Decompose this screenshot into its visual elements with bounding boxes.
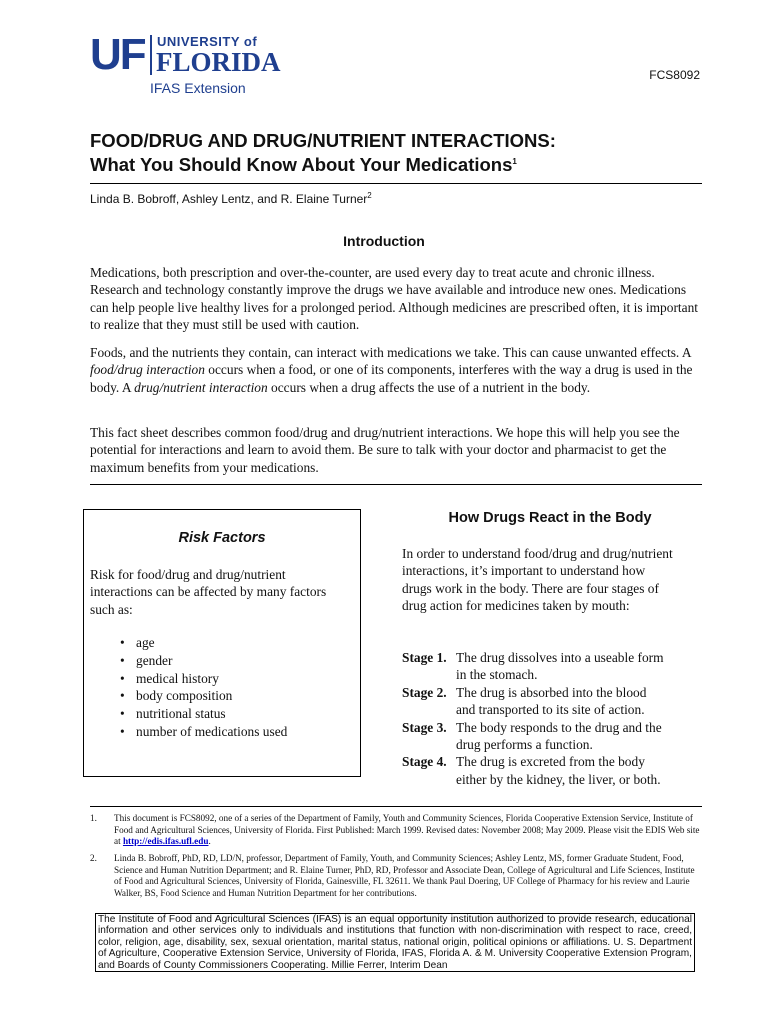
p2-text-a: Foods, and the nutrients they contain, can interact with medications we take. This can cause unwanted effects. A [90, 345, 691, 360]
intro-paragraph-3: This fact sheet describes common food/drug and drug/nutrient interactions. We hope this will help you see the potential for interactions and learn to avoid them. Be sure to talk with your doctor and pharmacist to get the maximum benefits from your medications. [90, 425, 680, 475]
logo-divider [150, 35, 152, 75]
term-food-drug-interaction: food/drug interaction [90, 362, 205, 378]
footnote-2 [90, 853, 702, 899]
term-drug-nutrient-interaction: drug/nutrient interaction [134, 379, 268, 395]
stage-text: The drug is absorbed into the blood and transported to its site of action. [456, 684, 647, 718]
ifas-equal-opportunity-statement: The Institute of Food and Agricultural Sciences (IFAS) is an equal opportunity institution authorized to provide research, educational information and other services only to individuals and institutions that function with non-discrimination with respect to race, creed, color, religion, age, disability, sex, sexual orientation, marital status, national origin, political opinions or affiliations. U. S. Department of Agriculture, Cooperative Extension Service, University of Florida, IFAS, Florida A. & M. University Cooperative Extension Program, and Boards of County Commissioners Cooperating. Millie Ferrer, Interim Dean [95, 913, 695, 972]
intro-paragraph-2 [90, 344, 702, 396]
p2-text-c: occurs when a drug affects the use of a nutrient in the body. [267, 379, 591, 395]
risk-factors-heading: Risk Factors [178, 530, 266, 546]
document-number: FCS8092 [649, 68, 700, 82]
title-line-2 [90, 153, 710, 177]
logo-uf: UF [90, 30, 145, 79]
risk-factors-text: Risk for food/drug and drug/nutrient interactions can be affected by many factors such as: [90, 567, 327, 617]
stage-label: Stage 3. [402, 719, 447, 735]
risk-factors-box [83, 509, 361, 777]
how-drugs-react-heading: How Drugs React in the Body [448, 510, 652, 526]
stage-label: Stage 2. [402, 684, 447, 700]
footnote-number: 2. [90, 853, 97, 863]
title-footnote-marker: 1 [512, 156, 517, 166]
introduction-heading: Introduction [343, 233, 425, 249]
footnote-1-end: . [208, 836, 211, 847]
footnote-1-body: This document is FCS8092, one of a series of the Department of Family, Youth and Community Sciences, Florida Cooperative Extension Service, Institute of Food and Agricultural Sciences, University of Florida. First Published: March 1999. Revised dates: November 2008; May 2009. Please visit the EDIS Web site at [114, 813, 700, 847]
stage-text: The drug dissolves into a useable form in the stomach. [456, 650, 664, 683]
stage-label: Stage 4. [402, 754, 447, 770]
author-names: Linda B. Bobroff, Ashley Lentz, and R. Elaine Turner [90, 192, 368, 206]
title-line-2-text: What You Should Know About Your Medications [90, 154, 513, 175]
logo-florida: FLORIDA [156, 47, 281, 77]
stage-item [402, 649, 702, 684]
list-item: • medical history [120, 670, 287, 688]
title-line-1: FOOD/DRUG AND DRUG/NUTRIENT INTERACTIONS: [90, 130, 556, 151]
list-item: • gender [120, 652, 287, 670]
footnote-rule [90, 806, 702, 807]
list-item: • body composition [120, 687, 287, 705]
footnote-1 [90, 813, 702, 848]
p2-text-b: occurs when a food, or one of its components, interferes with the way a drug is used in the body. A [90, 362, 693, 395]
stage-item [402, 753, 702, 788]
edis-link[interactable]: http://edis.ifas.ufl.edu [122, 836, 209, 847]
authors [90, 192, 372, 206]
author-footnote-marker: 2 [367, 191, 372, 200]
list-item: • age [120, 634, 287, 652]
section-rule [90, 484, 702, 485]
list-item: • number of medications used [120, 723, 287, 741]
footnote-number: 1. [90, 813, 97, 823]
uf-ifas-logo [90, 30, 290, 101]
footnote-text [114, 813, 702, 848]
logo-ifas-extension: IFAS Extension [150, 80, 246, 96]
document-title [90, 129, 710, 177]
drug-stages [402, 649, 702, 788]
footnote-text: Linda B. Bobroff, PhD, RD, LD/N, professor, Department of Family, Youth, and Community Sciences; Ashley Lentz, MS, former Graduate Student, Food, Science and Human Nutrition Department; and R. Elaine Turner, PhD, RD, Professor and Associate Dean, College of Agricultural and Life Sciences, Institute of Food and Agricultural Sciences, University of Florida, Gainesville, FL 32611. We thank Paul Doering, UF College of Pharmacy for his review and Laurie Walker, BS, Food Science and Human Nutrition Department for her contributions. [114, 853, 695, 898]
stage-text: The drug is excreted from the body either by the kidney, the liver, or both. [456, 754, 661, 787]
logo-university-of: UNIVERSITY of [157, 34, 258, 49]
risk-factors-list [120, 634, 287, 741]
list-item: • nutritional status [120, 705, 287, 723]
title-rule [90, 183, 702, 184]
stage-label: Stage 1. [402, 650, 447, 665]
intro-paragraph-1: Medications, both prescription and over-the-counter, are used every day to treat acute and chronic illness. Research and technology constantly improve the drugs we have available and introduce new ones. Medications can help people live healthy lives for a prolonged period. Although medicines are prescribed often, it is important to realize that they must still be used with caution. [90, 265, 698, 333]
stage-text: The body responds to the drug and the drug performs a function. [456, 719, 662, 753]
stage-item [402, 719, 702, 754]
how-drugs-react-text: In order to understand food/drug and drug/nutrient interactions, it’s important to understand how drugs work in the body. There are four stages of drug action for medicines taken by mouth: [402, 546, 673, 614]
stage-item [402, 684, 702, 719]
